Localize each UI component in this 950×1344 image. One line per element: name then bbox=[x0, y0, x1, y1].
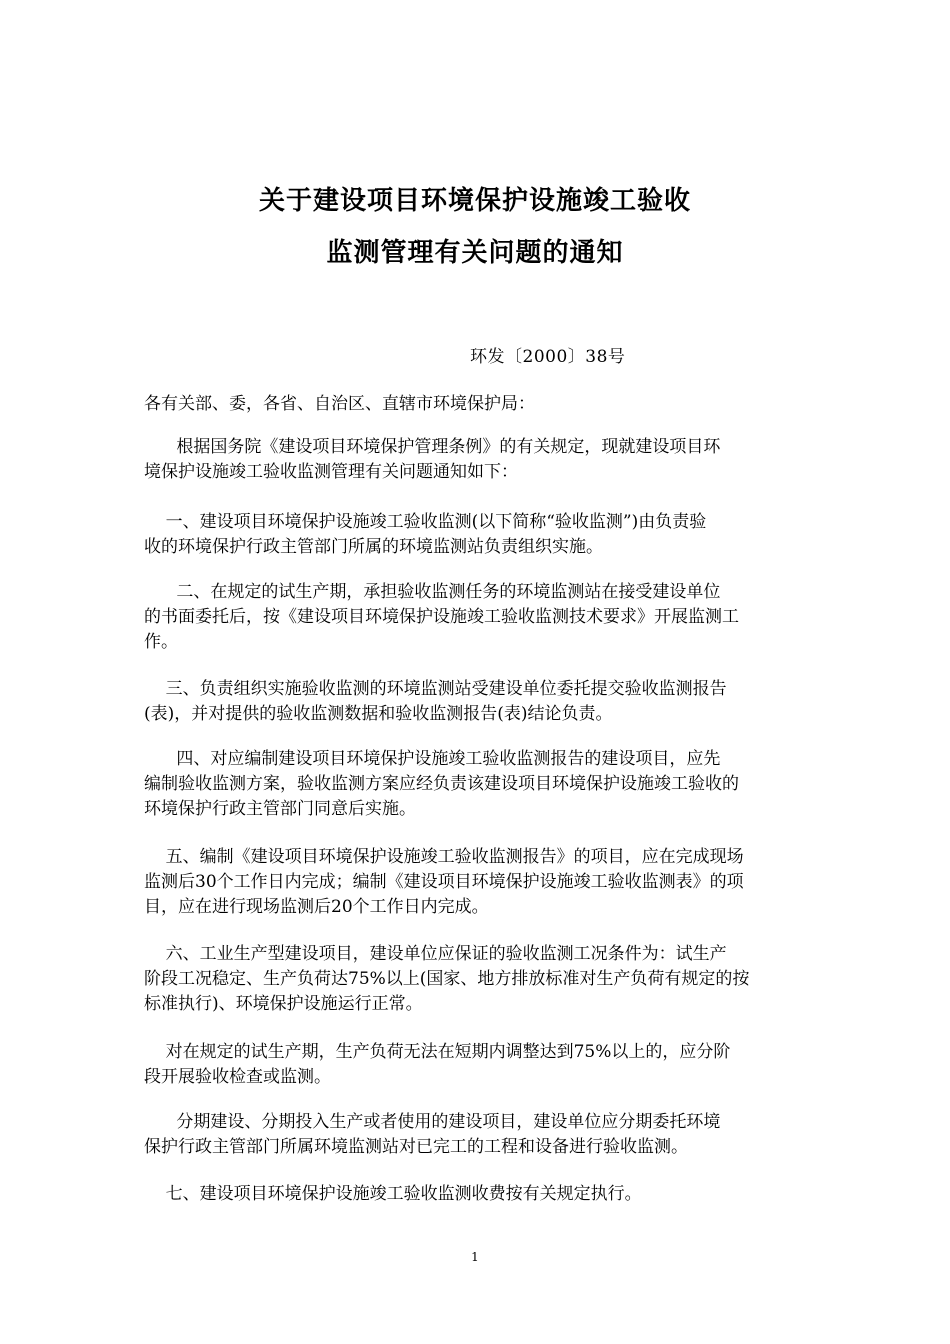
paragraph-line: 保护行政主管部门所属环境监测站对已完工的工程和设备进行验收监测。 bbox=[144, 1137, 688, 1157]
paragraph-line: 目，应在进行现场监测后20个工作日内完成。 bbox=[144, 897, 489, 917]
paragraph-line: 环境保护行政主管部门同意后实施。 bbox=[144, 799, 416, 819]
paragraph-line: 一、建设项目环境保护设施竣工验收监测(以下简称“验收监测”)由负责验 bbox=[144, 512, 707, 532]
paragraph-item-3 bbox=[144, 677, 810, 727]
paragraph-item-6 bbox=[144, 942, 810, 1017]
paragraph-item-7 bbox=[144, 1182, 810, 1207]
paragraph-line: 的书面委托后，按《建设项目环境保护设施竣工验收监测技术要求》开展监测工 bbox=[144, 607, 739, 627]
paragraph-line: 四、对应编制建设项目环境保护设施竣工验收监测报告的建设项目，应先 bbox=[144, 749, 721, 769]
paragraph-intro bbox=[144, 435, 810, 485]
paragraph-line: 五、编制《建设项目环境保护设施竣工验收监测报告》的项目，应在完成现场 bbox=[144, 847, 744, 867]
paragraph-line: 收的环境保护行政主管部门所属的环境监测站负责组织实施。 bbox=[144, 537, 603, 557]
paragraph-line: 二、在规定的试生产期，承担验收监测任务的环境监测站在接受建设单位 bbox=[144, 582, 721, 602]
paragraph-line: 作。 bbox=[144, 632, 178, 652]
paragraph-line: 标准执行)、环境保护设施运行正常。 bbox=[144, 994, 423, 1014]
paragraph-line: 六、工业生产型建设项目，建设单位应保证的验收监测工况条件为：试生产 bbox=[144, 944, 727, 964]
paragraph-line: 对在规定的试生产期，生产负荷无法在短期内调整达到75%以上的，应分阶 bbox=[144, 1042, 731, 1062]
paragraph-item-5 bbox=[144, 845, 810, 920]
paragraph-item-1 bbox=[144, 510, 810, 560]
paragraph-line: 分期建设、分期投入生产或者使用的建设项目，建设单位应分期委托环境 bbox=[144, 1112, 721, 1132]
document-title-line-1: 关于建设项目环境保护设施竣工验收 bbox=[258, 186, 691, 216]
paragraph-line: 七、建设项目环境保护设施竣工验收监测收费按有关规定执行。 bbox=[144, 1184, 642, 1204]
paragraph-line: 段开展验收检查或监测。 bbox=[144, 1067, 331, 1087]
paragraph-line: 根据国务院《建设项目环境保护管理条例》的有关规定，现就建设项目环 bbox=[144, 437, 721, 457]
paragraph-line: (表)，并对提供的验收监测数据和验收监测报告(表)结论负责。 bbox=[144, 704, 613, 724]
document-title-line-2: 监测管理有关问题的通知 bbox=[326, 238, 624, 268]
paragraph-item-6-note-2 bbox=[144, 1110, 810, 1160]
paragraph-line: 阶段工况稳定、生产负荷达75%以上(国家、地方排放标准对生产负荷有规定的按 bbox=[144, 969, 750, 989]
paragraph-line: 境保护设施竣工验收监测管理有关问题通知如下： bbox=[144, 462, 518, 482]
salutation: 各有关部、委，各省、自治区、直辖市环境保护局： bbox=[144, 394, 535, 414]
document-number: 环发〔2000〕38号 bbox=[470, 347, 626, 367]
paragraph-item-4 bbox=[144, 747, 810, 822]
page-number: 1 bbox=[471, 1250, 479, 1264]
paragraph-line: 监测后30个工作日内完成；编制《建设项目环境保护设施竣工验收监测表》的项 bbox=[144, 872, 744, 892]
paragraph-line: 三、负责组织实施验收监测的环境监测站受建设单位委托提交验收监测报告 bbox=[144, 679, 727, 699]
paragraph-item-2 bbox=[144, 580, 810, 655]
paragraph-line: 编制验收监测方案，验收监测方案应经负责该建设项目环境保护设施竣工验收的 bbox=[144, 774, 739, 794]
paragraph-item-6-note-1 bbox=[144, 1040, 810, 1090]
